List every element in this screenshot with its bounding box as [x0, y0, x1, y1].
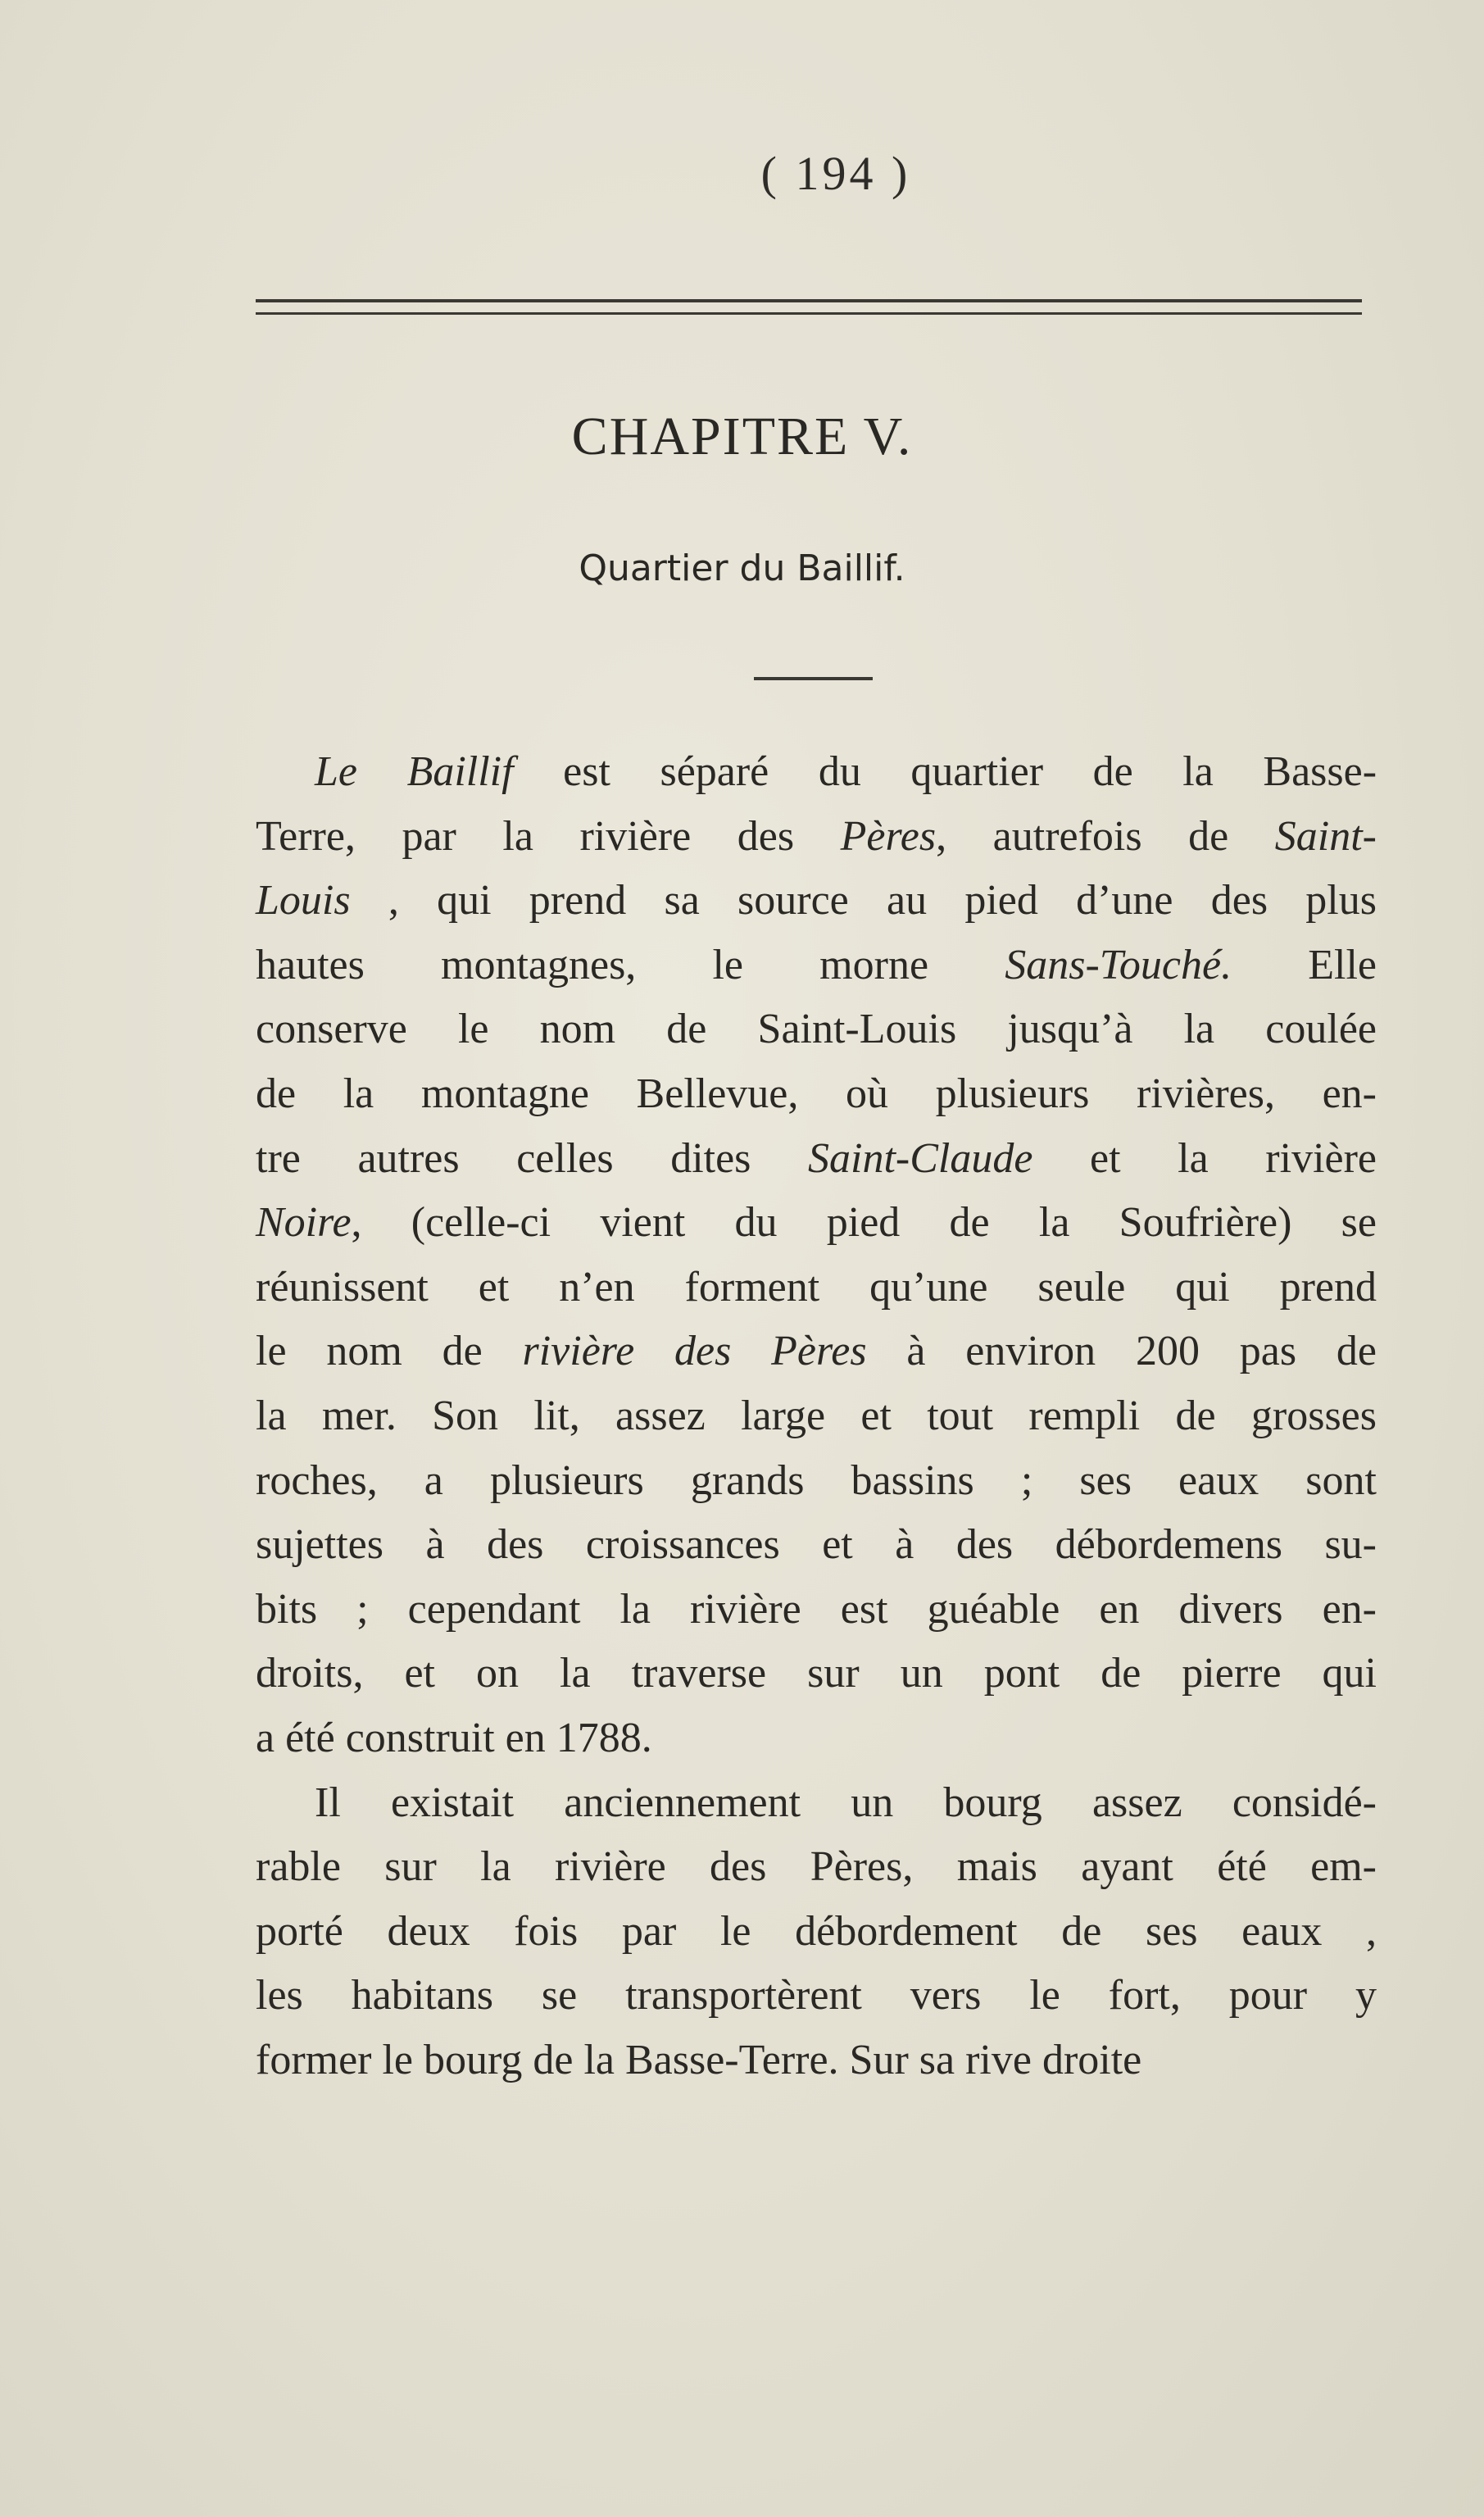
paragraph-1-line: [256, 805, 1377, 870]
paragraph-2-line: [256, 1771, 1377, 1836]
paragraph-1-line: [256, 1256, 1377, 1320]
italic-text: Pères: [840, 812, 937, 860]
italic-text: Noire: [256, 1199, 352, 1247]
text-run: et la rivière: [1032, 1134, 1377, 1182]
text-run: de la montagne Bellevue, où plusieurs rivières, en-: [256, 1070, 1377, 1117]
text-run: a été construit en 1788.: [256, 1714, 652, 1761]
text-run: tre autres celles dites: [256, 1134, 809, 1182]
chapter-title: CHAPITRE V.: [571, 407, 913, 466]
paragraph-2-line: [256, 2029, 1377, 2093]
text-run: est séparé du quartier de la Basse-: [513, 748, 1377, 795]
header-rule-thin: [256, 312, 1362, 315]
paragraph-1-line: [256, 869, 1377, 934]
text-run: porté deux fois par le débordement de ses eaux ,: [256, 1907, 1377, 1955]
text-run: , (celle-ci vient du pied de la Soufrière) se: [351, 1199, 1377, 1247]
text-run: sujettes à des croissances et à des débordemens su-: [256, 1521, 1377, 1569]
text-run: les habitans se transportèrent vers le fort, pour y: [256, 1972, 1377, 2020]
paragraph-1-line: [256, 997, 1377, 1062]
paragraph-1-line: [256, 1320, 1377, 1384]
text-run: la mer. Son lit, assez large et tout rempli de grosses: [256, 1392, 1377, 1439]
text-run: rable sur la rivière des Pères, mais ayant été em-: [256, 1843, 1377, 1891]
text-run: conserve le nom de Saint-Louis jusqu’à la coulée: [256, 1006, 1377, 1053]
text-run: former le bourg de la Basse-Terre. Sur sa rive droite: [256, 2036, 1142, 2083]
text-run: roches, a plusieurs grands bassins ; ses eaux sont: [256, 1456, 1377, 1504]
italic-text: Saint-: [1274, 812, 1377, 860]
text-run: réunissent et n’en forment qu’une seule qui prend: [256, 1263, 1377, 1311]
text-run: , qui prend sa source au pied d’une des plus: [350, 877, 1377, 925]
paragraph-1-line: [256, 1513, 1377, 1578]
paragraph-1-line: [256, 1642, 1377, 1706]
paragraph-1-line: [256, 740, 1377, 805]
text-run: hautes montagnes, le morne: [256, 941, 1005, 988]
paragraph-1-line: [256, 1127, 1377, 1192]
text-run: droits, et on la traverse sur un pont de pierre qui: [256, 1650, 1377, 1697]
paragraph-1-line: [256, 1191, 1377, 1256]
italic-text: Sans-Touché.: [1005, 941, 1232, 988]
text-run: Elle: [1232, 941, 1377, 988]
italic-text: Le Baillif: [315, 748, 514, 795]
page-number: ( 194 ): [760, 147, 911, 200]
text-run: , autrefois de: [936, 812, 1275, 860]
italic-text: rivière des Pères: [522, 1328, 867, 1375]
text-run: Il existait anciennement un bourg assez considé-: [315, 1779, 1377, 1826]
paragraph-2-line: [256, 1835, 1377, 1900]
paragraph-1-line: [256, 1449, 1377, 1514]
section-title: Quartier du Baillif.: [579, 547, 905, 589]
paragraph-1-line: [256, 1706, 1377, 1771]
italic-text: Louis: [256, 877, 351, 925]
section-divider: [754, 677, 873, 680]
paragraph-2-line: [256, 1900, 1377, 1965]
paragraph-1-line: [256, 1578, 1377, 1642]
paragraph-1-line: [256, 1384, 1377, 1449]
paragraph-2-line: [256, 1964, 1377, 2029]
text-run: bits ; cependant la rivière est guéable en divers en-: [256, 1585, 1377, 1633]
body-text: [256, 740, 1377, 2092]
paragraph-1-line: [256, 1062, 1377, 1127]
header-rule-thick: [256, 299, 1362, 302]
text-run: à environ 200 pas de: [866, 1328, 1377, 1375]
text-run: le nom de: [256, 1328, 523, 1375]
italic-text: Saint-Claude: [808, 1134, 1033, 1182]
text-run: Terre, par la rivière des: [256, 812, 841, 860]
paragraph-1-line: [256, 934, 1377, 998]
